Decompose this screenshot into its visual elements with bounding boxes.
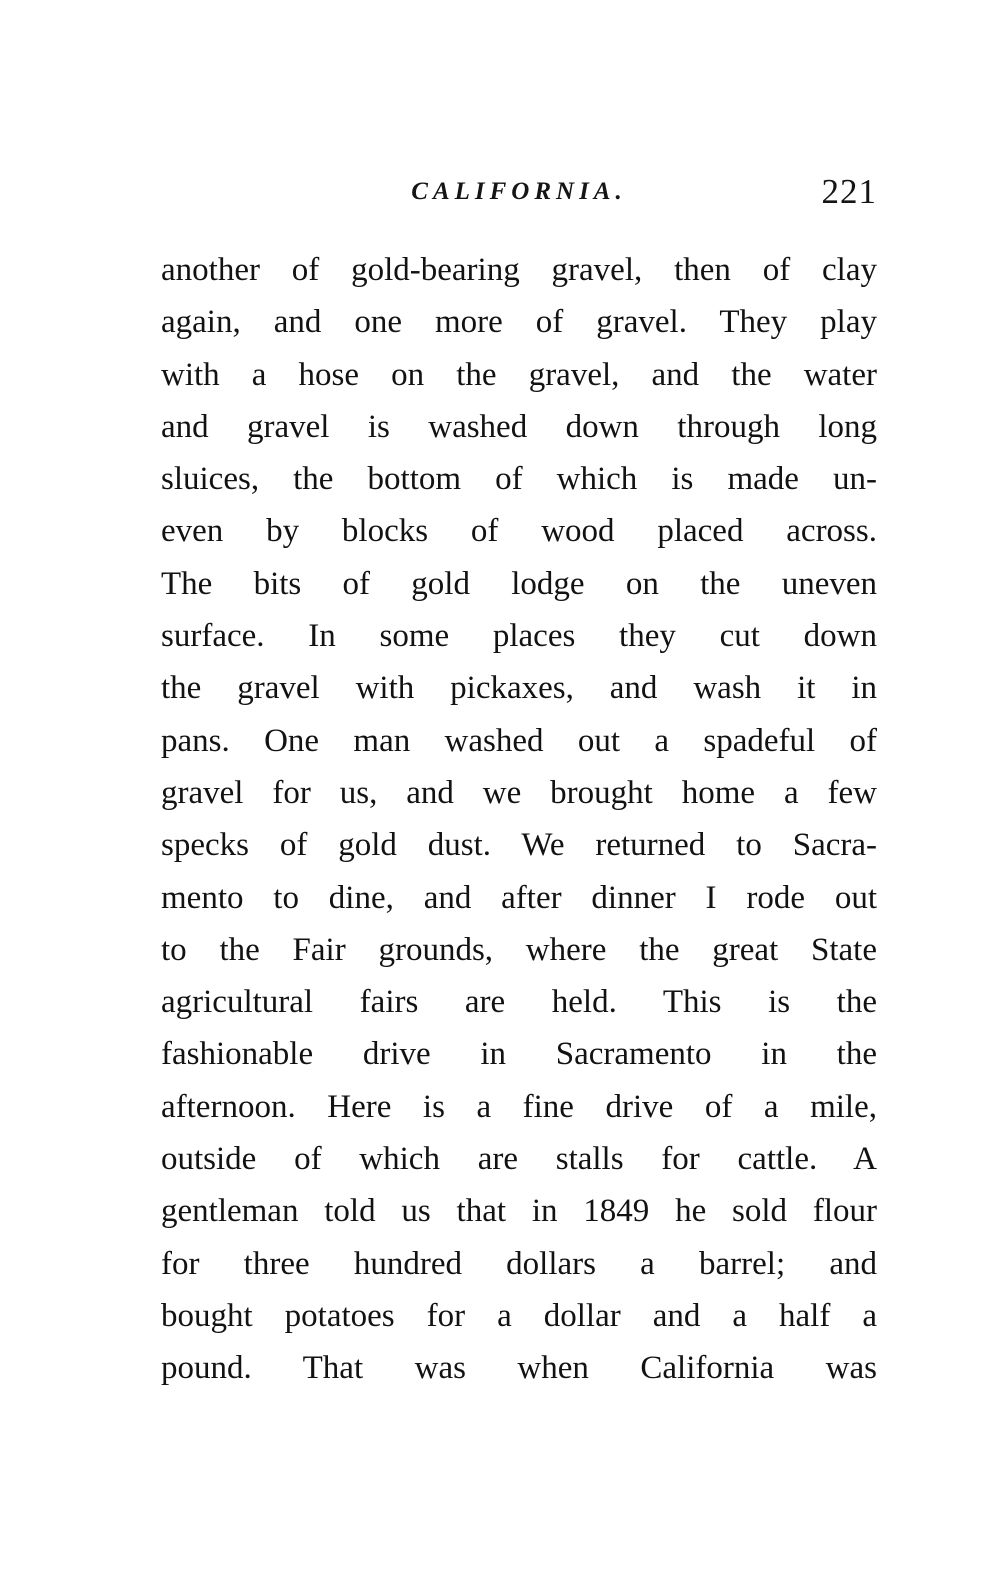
text-line: pound. That was when California was xyxy=(161,1350,877,1387)
text-line: specks of gold dust. We returned to Sacra- xyxy=(161,827,877,864)
running-header xyxy=(161,172,877,216)
text-line: mento to dine, and after dinner I rode out xyxy=(161,879,877,916)
text-line: and gravel is washed down through long xyxy=(161,408,877,445)
text-line: for three hundred dollars a barrel; and xyxy=(161,1245,877,1282)
text-line: sluices, the bottom of which is made un- xyxy=(161,461,877,498)
text-line: again, and one more of gravel. They play xyxy=(161,304,877,341)
text-line: gentleman told us that in 1849 he sold flour xyxy=(161,1193,877,1230)
text-line: the gravel with pickaxes, and wash it in xyxy=(161,670,877,707)
text-line: to the Fair grounds, where the great State xyxy=(161,931,877,968)
page-number: 221 xyxy=(821,172,877,211)
text-line: even by blocks of wood placed across. xyxy=(161,513,877,550)
text-line: fashionable drive in Sacramento in the xyxy=(161,1036,877,1073)
text-line: The bits of gold lodge on the uneven xyxy=(161,565,877,602)
text-line: afternoon. Here is a fine drive of a mile, xyxy=(161,1088,877,1125)
text-line: bought potatoes for a dollar and a half a xyxy=(161,1297,877,1334)
text-line: another of gold-bearing gravel, then of clay xyxy=(161,252,877,288)
text-line: surface. In some places they cut down xyxy=(161,618,877,655)
text-line: agricultural fairs are held. This is the xyxy=(161,984,877,1021)
text-line: gravel for us, and we brought home a few xyxy=(161,774,877,811)
text-line: with a hose on the gravel, and the water xyxy=(161,356,877,393)
body-text xyxy=(161,244,877,1395)
running-header-title: CALIFORNIA. xyxy=(411,178,627,205)
text-line: pans. One man washed out a spadeful of xyxy=(161,722,877,759)
text-line: outside of which are stalls for cattle. A xyxy=(161,1141,877,1178)
